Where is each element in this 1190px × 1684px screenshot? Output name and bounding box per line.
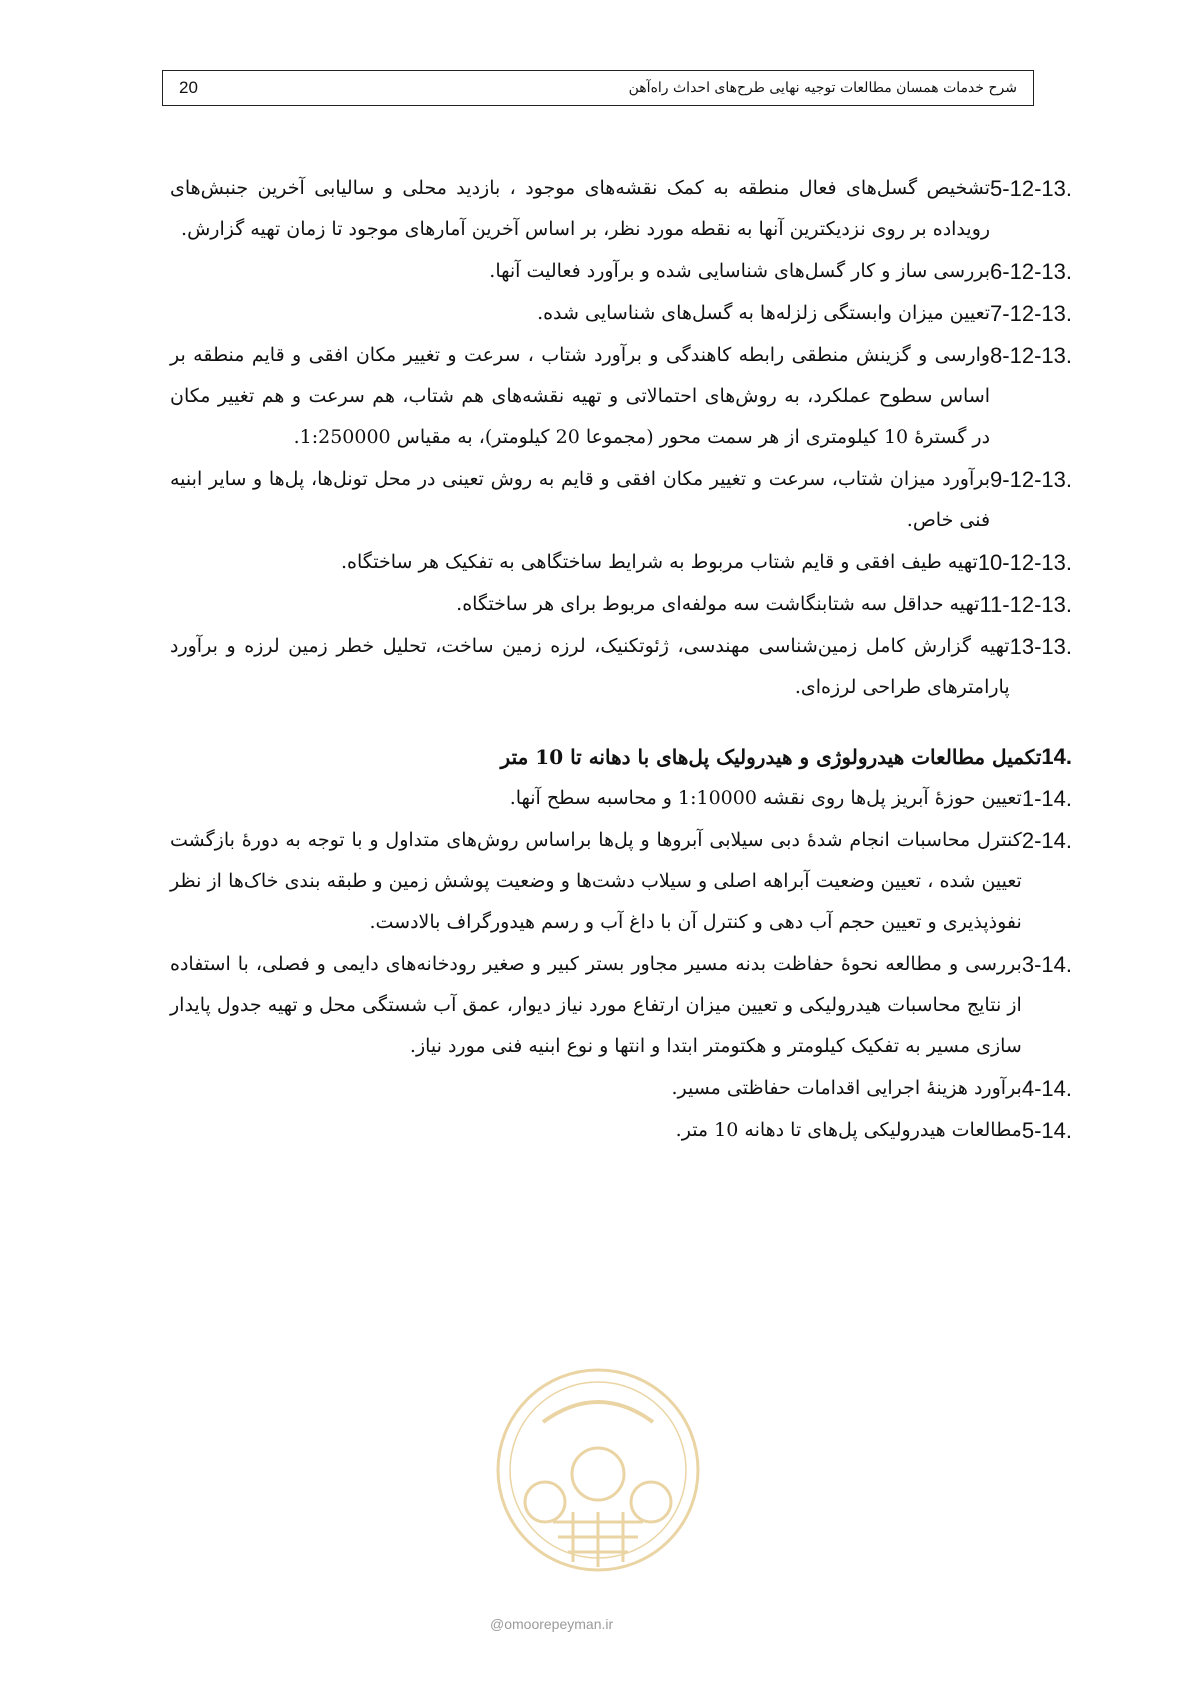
item-number: 6-12-13. xyxy=(990,259,1072,284)
page-header xyxy=(162,70,1034,106)
header-title: شرح خدمات همسان مطالعات توجیه نهایی طرح‌های احداث راه‌آهن xyxy=(628,80,1017,96)
list-item xyxy=(170,944,1072,1067)
list-item xyxy=(170,820,1072,943)
document-body xyxy=(170,168,1072,1152)
list-item xyxy=(170,251,1072,292)
item-text: کنترل محاسبات انجام شدهٔ دبی سیلابی آبروها و پل‌ها براساس روش‌های متداول و با توجه به دورهٔ بازگشت تعیین شده ، تعیین وضعیت آبراهه اصلی و سیلاب دشت‌ها و وضعیت پوشش زمین و طبقه بندی خاک‌ها از نظر نفوذپذیری و تعیین حجم آب دهی و کنترل آن با داغ آب و رسم هیدورگراف بالادست. xyxy=(170,829,1022,933)
item-text: تعیین میزان وابستگی زلزله‌ها به گسل‌های شناسایی شده. xyxy=(537,302,991,324)
item-number: 3-14. xyxy=(1021,952,1072,977)
section-heading xyxy=(170,736,1072,778)
page-number: 20 xyxy=(179,78,198,97)
item-number: 5-12-13. xyxy=(990,176,1072,201)
item-number: 11-12-13. xyxy=(979,592,1072,617)
item-text: تهیه حداقل سه شتابنگاشت سه مولفه‌ای مربوط برای هر ساختگاه. xyxy=(456,593,980,615)
item-number: 5-14. xyxy=(1021,1118,1072,1143)
item-text: برآورد میزان شتاب، سرعت و تغییر مکان افقی و قایم به روش تعینی در محل تونل‌ها، پل‌ها و سایر ابنیه فنی خاص. xyxy=(170,468,991,531)
list-item xyxy=(170,1110,1072,1151)
item-number: 4-14. xyxy=(1021,1076,1072,1101)
section-title: تکمیل مطالعات هیدرولوژی و هیدرولیک پل‌های با دهانه تا 10 متر xyxy=(500,745,1042,769)
item-number: 2-14. xyxy=(1021,828,1072,853)
item-text: تهیه طیف افقی و قایم شتاب مربوط به شرایط ساختگاهی به تفکیک هر ساختگاه. xyxy=(340,551,978,573)
item-text: تعیین حوزهٔ آبریز پل‌ها روی نقشه 1:10000 و محاسبه سطح آنها. xyxy=(509,787,1022,809)
item-text: مطالعات هیدرولیکی پل‌های تا دهانه 10 متر. xyxy=(675,1119,1022,1141)
watermark-logo-icon xyxy=(483,1362,713,1577)
item-text: تشخیص گسل‌های فعال منطقه به کمک نقشه‌های موجود ، بازدید محلی و سالیابی آخرین جنبش‌های رویداده بر روی نزدیکترین آنها به نقطه مورد نظر، بر اساس آخرین آمارهای موجود تا زمان تهیه گزارش. xyxy=(170,177,991,240)
list-item xyxy=(170,335,1072,458)
item-text: بررسی ساز و کار گسل‌های شناسایی شده و برآورد فعالیت آنها. xyxy=(489,260,991,282)
section-number: 14. xyxy=(1041,744,1072,769)
item-text: وارسی و گزینش منطقی رابطه کاهندگی و برآورد شتاب ، سرعت و تغییر مکان افقی و قایم منطقه بر اساس سطوح عملکرد، به روش‌های احتمالاتی و تهیه نقشه‌های هم شتاب، هم سرعت و هم تغییر مکان در گسترهٔ 10 کیلومتری از هر سمت محور (مجموعا 20 کیلومتر)، به مقیاس 1:250000. xyxy=(170,344,991,448)
item-text: بررسی و مطالعه نحوهٔ حفاظت بدنه مسیر مجاور بستر کبیر و صغیر رودخانه‌های دایمی و فصلی، با استفاده از نتایج محاسبات هیدرولیکی و تعیین میزان ارتفاع مورد نیاز دیوار، عمق آب شستگی محل و تهیه جدول پایدار سازی مسیر به تفکیک کیلومتر و هکتومتر ابتدا و انتها و نوع ابنیه فنی مورد نیاز. xyxy=(170,953,1022,1057)
list-item xyxy=(170,293,1072,334)
item-number: 1-14. xyxy=(1021,786,1072,811)
list-item xyxy=(170,1068,1072,1109)
item-number: 7-12-13. xyxy=(990,301,1072,326)
item-text: برآورد هزینهٔ اجرایی اقدامات حفاظتی مسیر. xyxy=(671,1077,1022,1099)
list-item xyxy=(170,584,1072,625)
list-item xyxy=(170,778,1072,819)
item-number: 13-13. xyxy=(1009,634,1072,659)
list-item xyxy=(170,542,1072,583)
list-item xyxy=(170,626,1072,708)
list-item xyxy=(170,459,1072,541)
item-text: تهیه گزارش کامل زمین‌شناسی مهندسی، ژئوتکنیک، لرزه زمین ساخت، تحلیل خطر زمین لرزه و برآورد پارامترهای طراحی لرزه‌ای. xyxy=(170,635,1010,698)
item-number: 9-12-13. xyxy=(990,467,1072,492)
watermark-site: @omoorepeyman.ir xyxy=(490,1616,614,1632)
list-item xyxy=(170,168,1072,250)
item-number: 10-12-13. xyxy=(977,550,1072,575)
item-number: 8-12-13. xyxy=(990,343,1072,368)
